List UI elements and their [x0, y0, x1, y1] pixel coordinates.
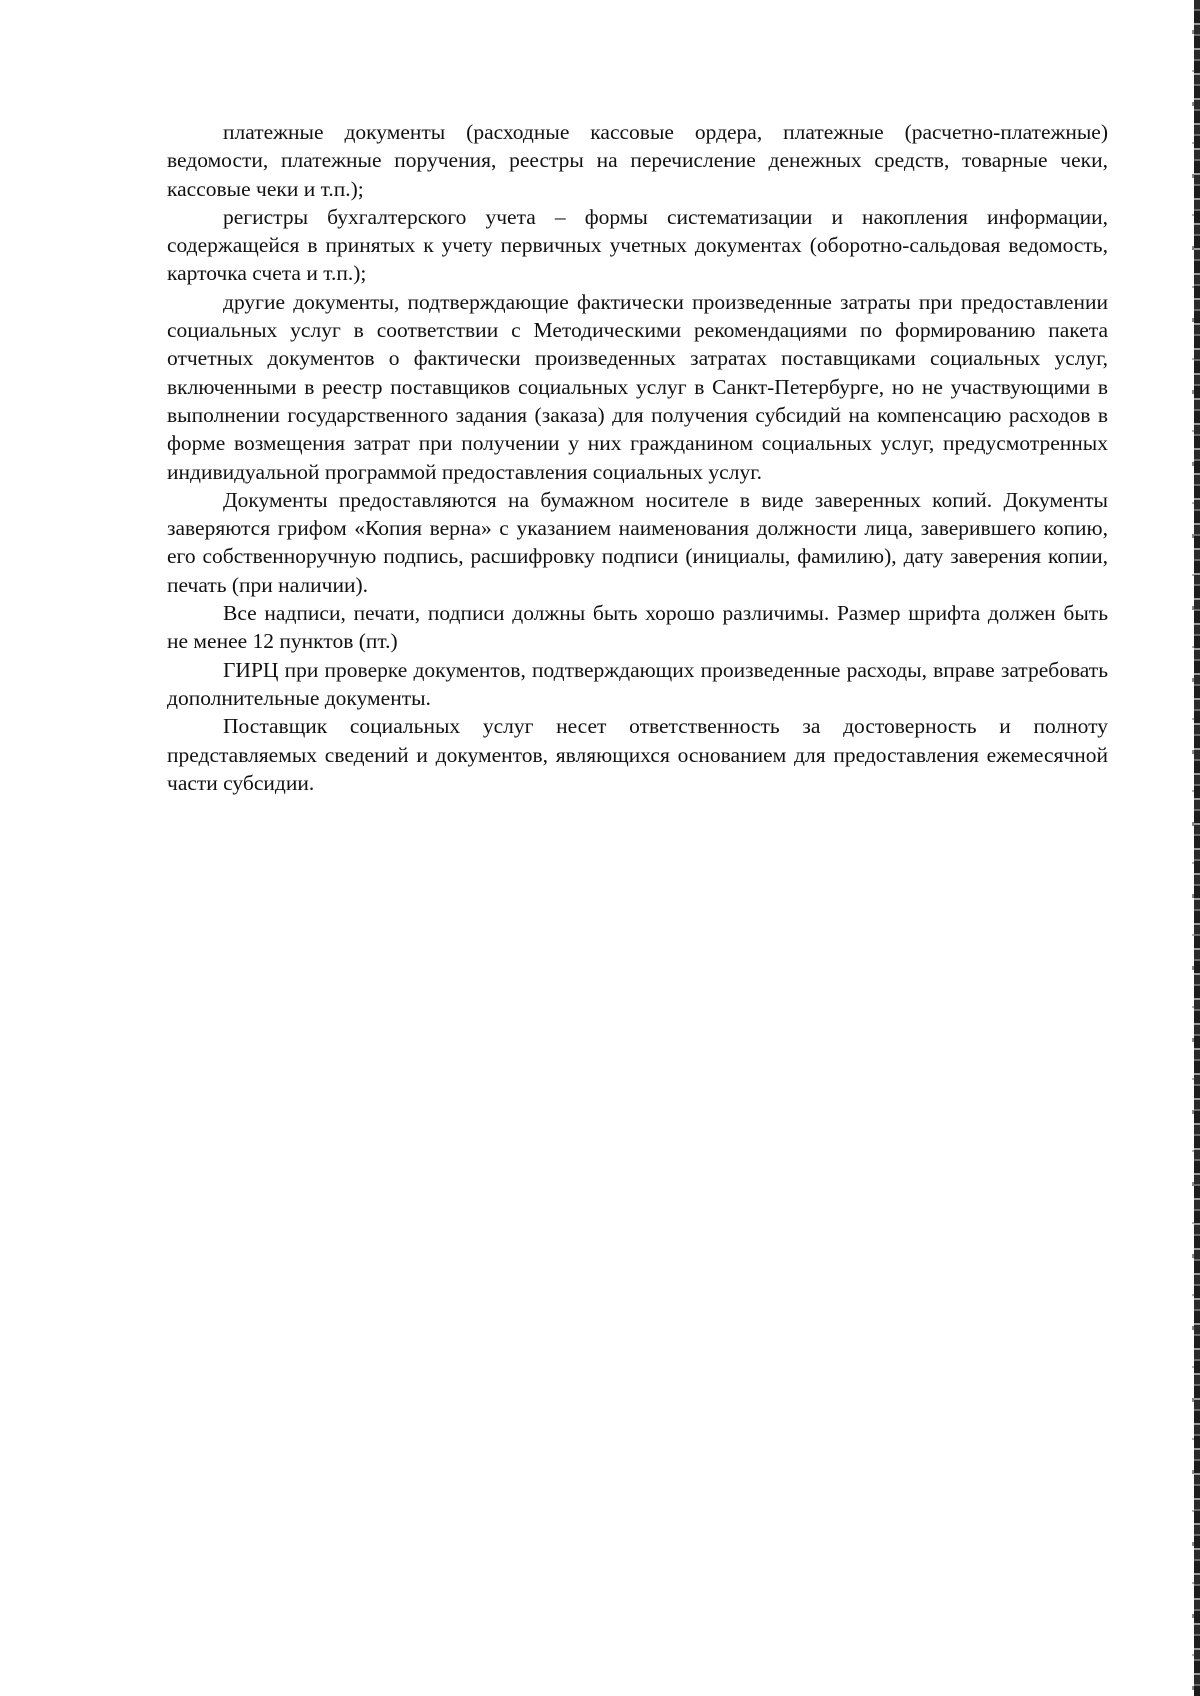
paragraph-other-documents: другие документы, подтверждающие фактически произведенные затраты при предоставлении социальных услуг в соответствии с Методическими рекомендациями по формированию пакета отчетных документов о фактически произведенных затратах поставщиками социальных услуг, включенными в реестр поставщиков социальных услуг в Санкт-Петербурге, но не участвующими в выполнении государственного задания (заказа) для получения субсидий на компенсацию расходов в форме возмещения затрат при получении у них гражданином социальных услуг, предусмотренных индивидуальной программой предоставления социальных услуг.: [167, 289, 1108, 484]
paragraph-payment-documents: платежные документы (расходные кассовые ордера, платежные (расчетно-платежные) ведомости, платежные поручения, реестры на перечисление денежных средств, товарные чеки, кассовые чеки и т.п.);: [167, 120, 1108, 201]
paragraph-accounting-registers: регистры бухгалтерского учета – формы систематизации и накопления информации, содержащейся в принятых к учету первичных учетных документах (оборотно-сальдовая ведомость, карточка счета и т.п.);: [167, 204, 1108, 286]
paragraph-provider-responsibility: Поставщик социальных услуг несет ответственность за достоверность и полноту представляемых сведений и документов, являющихся основанием для предоставления ежемесячной части субсидии.: [167, 714, 1108, 795]
paragraph-additional-documents: ГИРЦ при проверке документов, подтверждающих произведенные расходы, вправе затребовать дополнительные документы.: [167, 657, 1108, 710]
paragraph-document-certification: Документы предоставляются на бумажном носителе в виде заверенных копий. Документы заверяются грифом «Копия верна» с указанием наименования должности лица, заверившего копию, его собственноручную подпись, расшифровку подписи (инициалы, фамилию), дату заверения копии, печать (при наличии).: [167, 487, 1108, 597]
document-body: [167, 118, 1108, 797]
scan-edge: [1194, 0, 1200, 1696]
paragraph-legibility-requirements: Все надписи, печати, подписи должны быть хорошо различимы. Размер шрифта должен быть не менее 12 пунктов (пт.): [167, 601, 1108, 654]
